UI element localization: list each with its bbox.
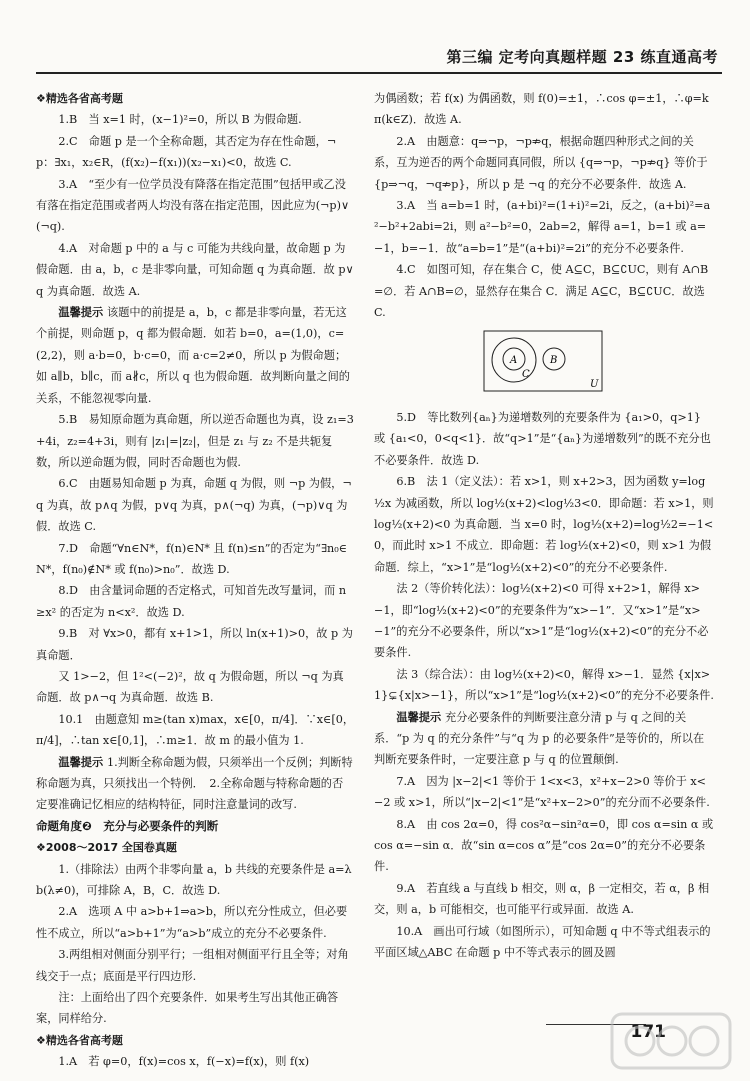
tip-text: 充分必要条件的判断要注意分清 p 与 q 之间的关系．“p 为 q 的充分条件”与“q 为 p 的必要条件”是等价的，所以在判断充要条件时，一定要注意 p 与 q 的位置颠倒. (374, 710, 705, 767)
answer-paragraph: 9.A 若直线 a 与直线 b 相交，则 α，β 一定相交，若 α，β 相交，则 a，b 可能相交，也可能平行或异面．故选 A. (374, 881, 710, 917)
tip-label: 温馨提示 (36, 754, 108, 769)
section-heading: ❖精选各省高考题 (36, 1033, 123, 1047)
answer-paragraph: 2.A 选项 A 中 a>b+1⇒a>b，所以充分性成立，但必要性不成立，所以“a>b+1”为“a>b”成立的充分不必要条件. (36, 905, 348, 940)
page-header (36, 40, 722, 74)
answer-paragraph: 3.A 当 a=b=1 时，(a+bi)²=(1+i)²=2i，反之，(a+bi)²=a²−b²+2abi=2i，则 a²−b²=0，2ab=2，解得 a=1，b=1 或 a=−1，b=−1．故“a=b=1”是“(a+bi)²=2i”的充分不必要条件. (374, 199, 711, 255)
answer-paragraph: 10.A 画出可行域（如图所示），可知命题 q 中不等式组表示的平面区域△ABC 在命题 p 中不等式表示的圆及圆 (374, 924, 711, 960)
answer-paragraph: 9.B 对 ∀x>0，都有 x+1>1，所以 ln(x+1)>0，故 p 为真命题． (36, 627, 353, 662)
answer-paragraph: 又 1>−2，但 1²<(−2)²，故 q 为假命题，所以 ¬q 为真命题．故 p∧¬q 为真命题．故选 B. (36, 669, 344, 705)
tip-text: 1.判断全称命题为假，只须举出一个反例；判断特称命题为真，只须找出一个特例． 2.全称命题与特称命题的否定要准确记忆相应的结构特征，同时注意量词的改写. (36, 755, 353, 812)
tip-label: 温馨提示 (36, 305, 108, 320)
section-heading: ❖2008～2017 全国卷真题 (36, 841, 177, 855)
tip-text: 该题中的前提是 a，b，c 都是非零向量，若无这个前提，则命题 p，q 都为假命题．如若 b=0，a=(1,0)，c=(2,2)，则 a·b=0，b·c=0，而 a·c=2≠0，所以 p 为假命题；如 a∥b，b∥c，而 a∦c，所以 q 也为假命题．故判断向量之间的关系，不能忽视零向量. (36, 306, 350, 405)
tip-label: 温馨提示 (374, 709, 446, 724)
answer-paragraph: 2.C 命题 p 是一个全称命题，其否定为存在性命题，¬p：∃x₁，x₂∈R，(f(x₂)−f(x₁))(x₂−x₁)<0，故选 C. (36, 134, 337, 170)
tip-paragraph (36, 752, 354, 816)
answer-paragraph: 4.A 对命题 p 中的 a 与 c 可能为共线向量，故命题 p 为假命题．由 a，b，c 是非零向量，可知命题 q 为真命题．故 p∨q 为真命题．故选 A. (36, 241, 354, 298)
tip-paragraph (374, 707, 714, 771)
venn-label-b: B (550, 355, 558, 367)
answer-paragraph: 法 2（等价转化法）：log½(x+2)<0 可得 x+2>1，解得 x>−1，即“log½(x+2)<0”的充要条件为“x>−1”．又“x>1”是“x>−1”的充分不必要条件，所以“x>1”是“log½(x+2)<0”的充分不必要条件. (374, 582, 709, 660)
answer-paragraph: 1.A 若 φ=0，f(x)=cos x，f(−x)=f(x)，则 f(x) (36, 1055, 310, 1069)
answer-paragraph: 1.B 当 x=1 时，(x−1)²=0，所以 B 为假命题. (36, 113, 302, 127)
answer-paragraph: 8.A 由 cos 2α=0，得 cos²α−sin²α=0，即 cos α=sin α 或 cos α=−sin α．故“sin α=cos α”是“cos 2α=0”的充分不必要条件. (374, 817, 714, 874)
answer-paragraph: 注：上面给出了四个充要条件．如果考生写出其他正确答案，同样给分. (36, 991, 339, 1026)
answer-paragraph: 10.1 由题意知 m≥(tan x)max，x∈[0，π/4]．∵x∈[0，π/4]，∴tan x∈[0,1]，∴m≥1．故 m 的最小值为 1. (36, 712, 355, 748)
answer-paragraph: 6.B 法 1（定义法）：若 x>1，则 x+2>3，因为函数 y=log½x 为减函数，所以 log½(x+2)<log½3<0．即命题：若 x>1，则 log½(x+2)<0 为真命题．当 x=0 时，log½(x+2)=log½2=−1<0，而此时 x>1 不成立．即命题：若 log½(x+2)<0，则 x>1 为假命题．综上，“x>1”是“log½(x+2)<0”的充分不必要条件. (374, 475, 714, 574)
right-column (374, 88, 714, 963)
answer-paragraph: 为偶函数；若 f(x) 为偶函数，则 f(0)=±1，∴cos φ=±1，∴φ=kπ(k∈Z)．故选 A. (374, 92, 709, 127)
tip-paragraph (36, 302, 354, 409)
venn-label-u: U (590, 379, 599, 391)
answer-paragraph: 6.C 由题易知命题 p 为真，命题 q 为假，则 ¬p 为假，¬q 为真，故 p∧q 为假，p∨q 为真，p∧(¬q) 为真，(¬p)∨q 为假．故选 C. (36, 477, 352, 534)
answer-paragraph: 5.B 易知原命题为真命题，所以逆否命题也为真，设 z₁=3+4i，z₂=4+3i，则有 |z₁|=|z₂|，但是 z₁ 与 z₂ 不是共轭复数，所以逆命题为假，同时否命题也为假. (36, 413, 354, 469)
venn-label-c: C (522, 369, 530, 381)
venn-label-a: A (510, 355, 518, 367)
answer-paragraph: 2.A 由题意：q⇒¬p，¬p⇏q，根据命题四种形式之间的关系，互为逆否的两个命题同真同假，所以 {q⇒¬p，¬p⇏q} 等价于 {p⇒¬q，¬q⇏p}，所以 p 是 ¬q 的充分不必要条件．故选 A. (374, 134, 708, 191)
topic-heading: 命题角度❷ 充分与必要条件的判断 (36, 818, 219, 833)
answer-paragraph: 8.D 由含量词命题的否定格式，可知首先改写量词，而 n≥x² 的否定为 n<x²．故选 D. (36, 584, 347, 619)
left-column (36, 88, 354, 1073)
venn-diagram (482, 329, 604, 393)
answer-paragraph: 1.（排除法）由两个非零向量 a，b 共线的充要条件是 a=λb(λ≠0)，可排除 A，B，C．故选 D. (36, 862, 352, 898)
answer-paragraph: 3.A “至少有一位学员没有降落在指定范围”包括甲或乙没有落在指定范围或者两人均没有落在指定范围，因此应为(¬p)∨(¬q). (36, 177, 350, 234)
header-title: 第三编 定考向真题样题 23 练直通高考 (446, 48, 718, 66)
answer-paragraph: 7.A 因为 |x−2|<1 等价于 1<x<3，x²+x−2>0 等价于 x<−2 或 x>1，所以“|x−2|<1”是“x²+x−2>0”的充分而不必要条件. (374, 774, 710, 810)
answer-paragraph: 3.两组相对侧面分别平行；一组相对侧面平行且全等；对角线交于一点；底面是平行四边形. (36, 948, 349, 983)
answer-paragraph: 法 3（综合法）：由 log½(x+2)<0，解得 x>−1．显然 {x|x>1}⊊{x|x>−1}，所以“x>1”是“log½(x+2)<0”的充分不必要条件. (374, 667, 714, 703)
answer-paragraph: 4.C 如图可知，存在集合 C，使 A⊆C，B⊆∁UC，则有 A∩B=∅．若 A∩B=∅，显然存在集合 C．满足 A⊆C，B⊆∁UC．故选 C. (374, 263, 709, 320)
page-number: 171 (630, 1022, 666, 1042)
answer-paragraph: 7.D 命题“∀n∈N*，f(n)∈N* 且 f(n)≤n”的否定为“∃n₀∈N*，f(n₀)∉N* 或 f(n₀)>n₀”．故选 D. (36, 541, 348, 576)
section-heading: ❖精选各省高考题 (36, 92, 123, 105)
answer-paragraph: 5.D 等比数列{aₙ}为递增数列的充要条件为 {a₁>0，q>1} 或 {a₁<0，0<q<1}．故“q>1”是“{aₙ}为递增数列”的既不充分也不必要条件．故选 D. (374, 410, 711, 467)
watermark-logo-icon (606, 1008, 736, 1074)
